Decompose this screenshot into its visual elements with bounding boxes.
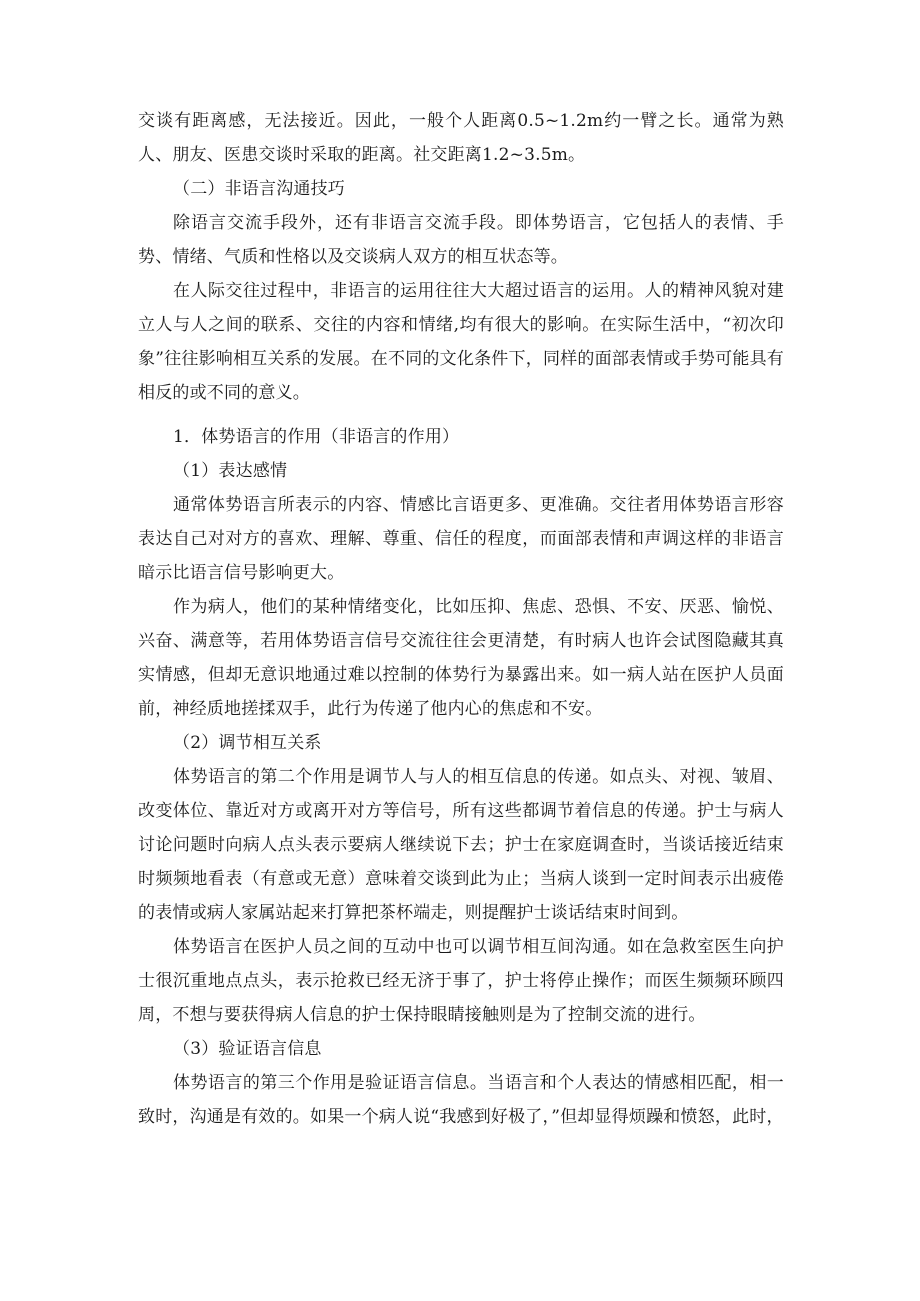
document-body (138, 104, 784, 1134)
item-heading-regulate-relations: （2）调节相互关系 (173, 733, 322, 753)
paragraph-patient-emotion: 作为病人，他们的某种情绪变化，比如压抑、焦虑、恐惧、不安、厌恶、愉悦、兴奋、满意等，若用体势语言信号交流往往会更清楚，有时病人也许会试图隐藏其真实情感，但却无意识地通过难以控制的体势行为暴露出来。如一病人站在医护人员面前，神经质地搓揉双手，此行为传递了他内心的焦虑和不安。 (138, 597, 784, 719)
paragraph-verify-verbal: 体势语言的第三个作用是验证语言信息。当语言和个人表达的情感相匹配，相一致时，沟通是有效的。如果一个病人说“我感到好极了，”但却显得烦躁和愤怒，此时， (138, 1073, 784, 1127)
subsection-heading-body-language-role: 1．体势语言的作用（非语言的作用） (173, 427, 460, 447)
paragraph-interpersonal: 在人际交往过程中，非语言的运用往往大大超过语言的运用。人的精神风貌对建立人与人之间的联系、交往的内容和情绪,均有很大的影响。在实际生活中，“初次印象”往往影响相互关系的发展。在不同的文化条件下，同样的面部表情或手势可能具有相反的或不同的意义。 (138, 281, 784, 403)
item-heading-verify-verbal: （3）验证语言信息 (173, 1039, 322, 1059)
paragraph-nonverbal-intro: 除语言交流手段外，还有非语言交流手段。即体势语言，它包括人的表情、手势、情绪、气质和性格以及交谈病人双方的相互状态等。 (138, 213, 784, 267)
item-heading-express-emotion: （1）表达感情 (173, 461, 288, 481)
section-heading-nonverbal-skills: （二）非语言沟通技巧 (173, 179, 345, 199)
paragraph-medical-interaction: 体势语言在医护人员之间的互动中也可以调节相互间沟通。如在急救室医生向护士很沉重地点点头，表示抢救已经无济于事了，护士将停止操作；而医生频频环顾四周，不想与要获得病人信息的护士保持眼睛接触则是为了控制交流的进行。 (138, 937, 784, 1025)
paragraph-express-emotion: 通常体势语言所表示的内容、情感比言语更多、更准确。交往者用体势语言形容表达自己对对方的喜欢、理解、尊重、信任的程度，而面部表情和声调这样的非语言暗示比语言信号影响更大。 (138, 495, 784, 583)
paragraph-regulate-relations: 体势语言的第二个作用是调节人与人的相互信息的传递。如点头、对视、皱眉、改变体位、靠近对方或离开对方等信号，所有这些都调节着信息的传递。护士与病人讨论问题时向病人点头表示要病人继续说下去；护士在家庭调查时，当谈话接近结束时频频地看表（有意或无意）意味着交谈到此为止；当病人谈到一定时间表示出疲倦的表情或病人家属站起来打算把茶杯端走，则提醒护士谈话结束时间到。 (138, 767, 784, 923)
paragraph-continuation: 交谈有距离感，无法接近。因此，一般个人距离0.5~1.2m约一臂之长。通常为熟人、朋友、医患交谈时采取的距离。社交距离1.2~3.5m。 (138, 111, 784, 165)
